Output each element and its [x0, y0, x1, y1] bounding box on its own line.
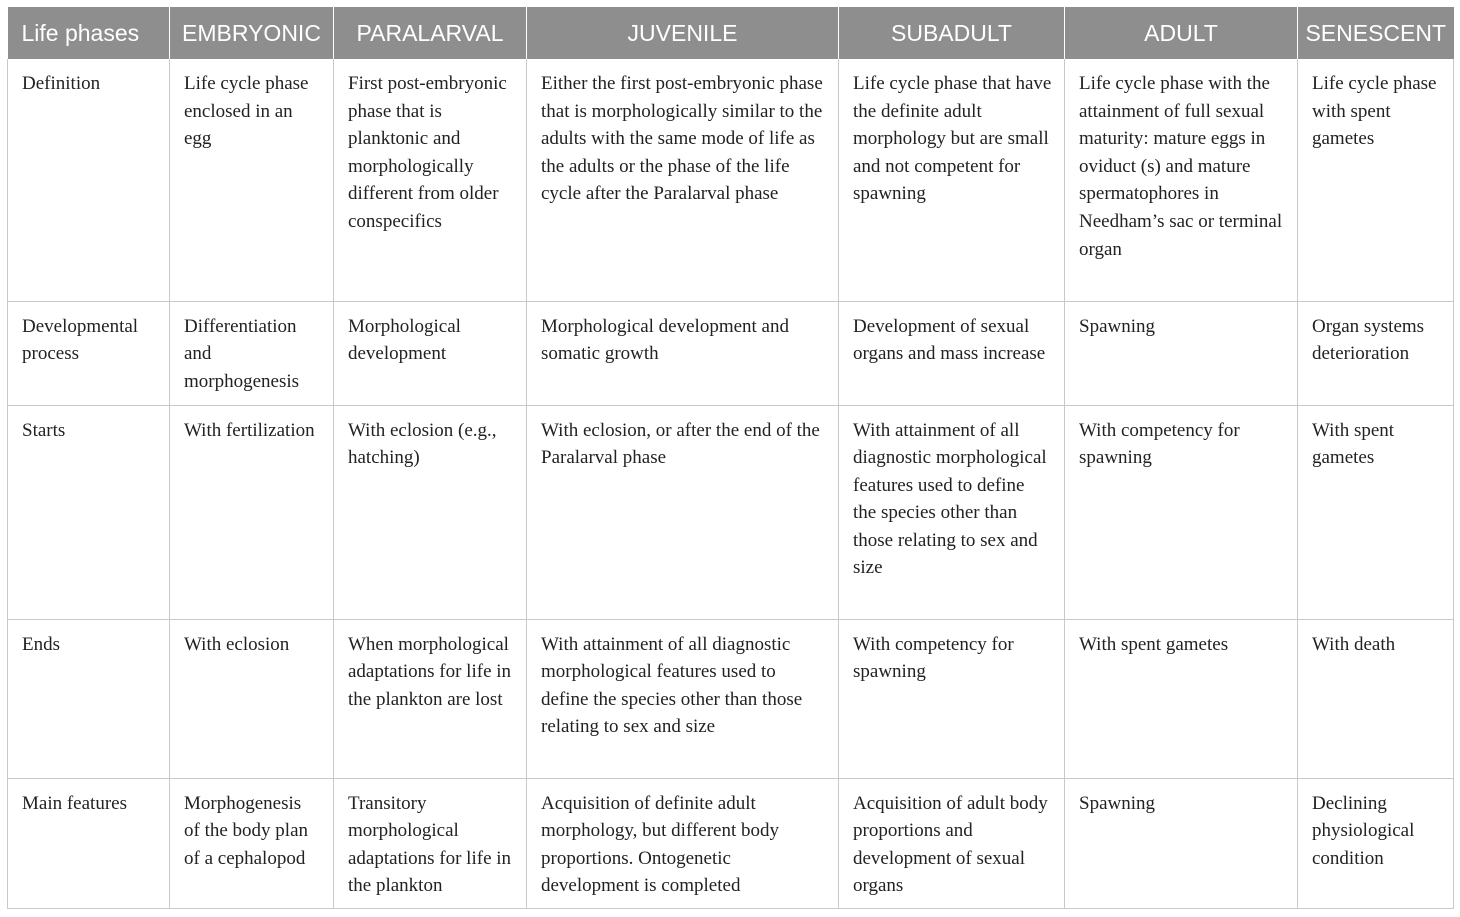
header-subadult: SUBADULT	[839, 7, 1065, 59]
header-row	[8, 7, 1454, 59]
table-cell: With eclosion (e.g., hatching)	[334, 405, 527, 619]
row-label: Main features	[8, 778, 170, 908]
row-label: Developmental process	[8, 301, 170, 405]
header-juvenile: JUVENILE	[527, 7, 839, 59]
row-label: Starts	[8, 405, 170, 619]
table-row-ends	[8, 619, 1454, 778]
table-cell: Spawning	[1065, 778, 1298, 908]
table-cell: With attainment of all diagnostic morphological features used to define the species other than those relating to sex and size	[527, 619, 839, 778]
table-cell: Life cycle phase with spent gametes	[1298, 59, 1454, 301]
table-cell: Acquisition of adult body proportions and development of sexual organs	[839, 778, 1065, 908]
table-cell: Organ systems deterioration	[1298, 301, 1454, 405]
table-cell: With spent gametes	[1065, 619, 1298, 778]
table-cell: With eclosion, or after the end of the Paralarval phase	[527, 405, 839, 619]
header-paralarval: PARALARVAL	[334, 7, 527, 59]
table-cell: Transitory morphological adaptations for life in the plankton	[334, 778, 527, 908]
table-cell: With fertilization	[170, 405, 334, 619]
table-cell: With attainment of all diagnostic morphological features used to define the species other than those relating to sex and size	[839, 405, 1065, 619]
header-life-phases: Life phases	[8, 7, 170, 59]
table-cell: Morphological development	[334, 301, 527, 405]
table-cell: Morphogenesis of the body plan of a cephalopod	[170, 778, 334, 908]
table-row-developmental-process	[8, 301, 1454, 405]
header-adult: ADULT	[1065, 7, 1298, 59]
table-cell: With competency for spawning	[1065, 405, 1298, 619]
table-row-starts	[8, 405, 1454, 619]
header-embryonic: EMBRYONIC	[170, 7, 334, 59]
header-senescent: SENESCENT	[1298, 7, 1454, 59]
table-cell: With competency for spawning	[839, 619, 1065, 778]
table-cell: Life cycle phase that have the definite adult morphology but are small and not competent for spawning	[839, 59, 1065, 301]
table-cell: Declining physiological condition	[1298, 778, 1454, 908]
table-cell: Acquisition of definite adult morphology, but different body proportions. Ontogenetic development is completed	[527, 778, 839, 908]
table-cell: Spawning	[1065, 301, 1298, 405]
table-cell: Life cycle phase enclosed in an egg	[170, 59, 334, 301]
table-row-definition	[8, 59, 1454, 301]
table-cell: With death	[1298, 619, 1454, 778]
table-cell: With eclosion	[170, 619, 334, 778]
table-cell: Either the first post-embryonic phase that is morphologically similar to the adults with the same mode of life as the adults or the phase of the life cycle after the Paralarval phase	[527, 59, 839, 301]
life-phases-table	[7, 7, 1454, 909]
table-row-main-features	[8, 778, 1454, 908]
table-cell: Development of sexual organs and mass increase	[839, 301, 1065, 405]
table-cell: Differentiation and morphogenesis	[170, 301, 334, 405]
life-phases-table-container	[7, 7, 1453, 909]
table-cell: Morphological development and somatic growth	[527, 301, 839, 405]
table-cell: When morphological adaptations for life in the plankton are lost	[334, 619, 527, 778]
row-label: Ends	[8, 619, 170, 778]
table-cell: Life cycle phase with the attainment of full sexual maturity: mature eggs in oviduct (s) and mature spermatophores in Needham’s sac or terminal organ	[1065, 59, 1298, 301]
table-cell: With spent gametes	[1298, 405, 1454, 619]
row-label: Definition	[8, 59, 170, 301]
table-cell: First post-embryonic phase that is planktonic and morphologically different from older conspecifics	[334, 59, 527, 301]
